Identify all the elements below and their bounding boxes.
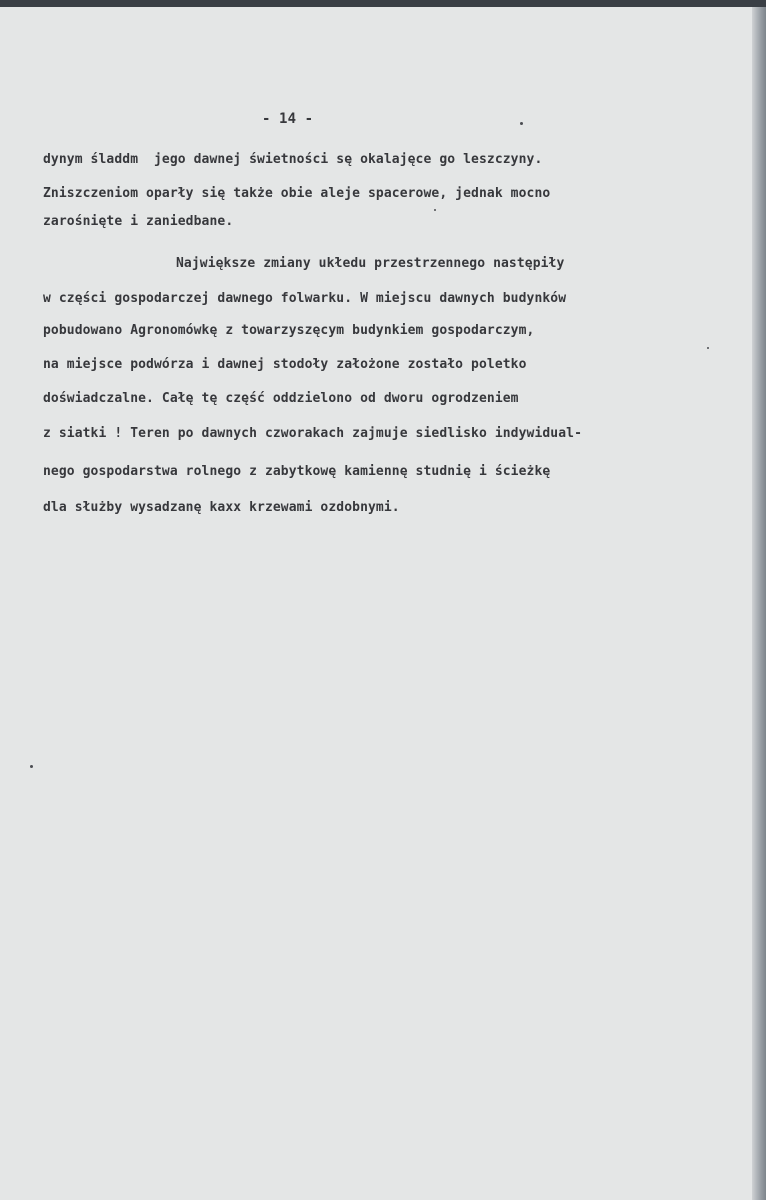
text-line-3: zarośnięte i zaniedbane.: [43, 214, 234, 229]
page-number: - 14 -: [262, 111, 314, 127]
paper-speck: [520, 122, 523, 125]
text-line-7: na miejsce podwórza i dawnej stodoły założone zostało poletko: [43, 357, 527, 372]
text-line-10: nego gospodarstwa rolnego z zabytkowę kamiennę studnię i ścieżkę: [43, 464, 551, 479]
text-line-6: pobudowano Agronomówkę z towarzyszęcym budynkiem gospodarczym,: [43, 323, 535, 338]
page-edge: [752, 7, 766, 1200]
text-line-9: z siatki ! Teren po dawnych czworakach zajmuje siedlisko indywidual-: [43, 426, 583, 441]
text-line-4: Największe zmiany ukłedu przestrzennego następiły: [176, 256, 565, 271]
paper-speck: [707, 347, 709, 349]
text-line-5: w części gospodarczej dawnego folwarku. W miejscu dawnych budynków: [43, 291, 567, 306]
paper-speck: [434, 209, 436, 211]
paper-speck: [30, 765, 33, 768]
text-line-2: Zniszczeniom oparły się także obie aleje spacerowe, jednak mocno: [43, 186, 551, 201]
document-page: [0, 7, 752, 1200]
text-line-11: dla służby wysadzanę kaxx krzewami ozdobnymi.: [43, 500, 400, 515]
text-line-1: dynym śladdm jego dawnej świetności sę okalajęce go leszczyny.: [43, 152, 543, 167]
text-line-8: doświadczalne. Całę tę część oddzielono od dworu ogrodzeniem: [43, 391, 519, 406]
